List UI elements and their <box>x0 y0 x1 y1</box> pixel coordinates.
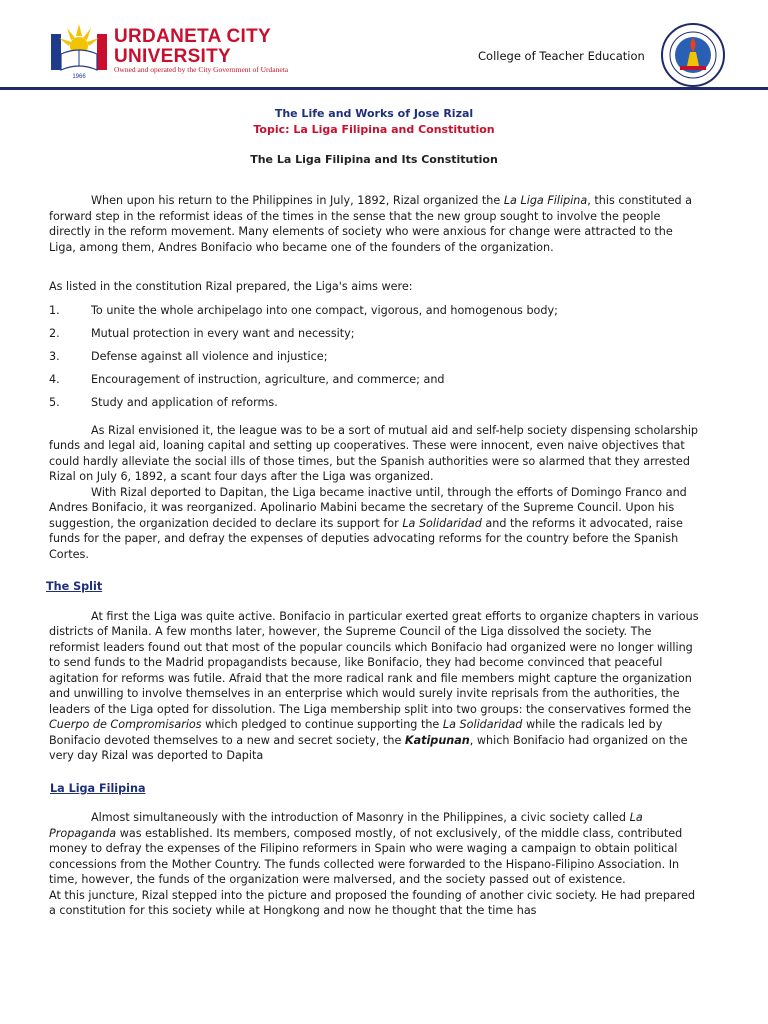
topic-title: Topic: La Liga Filipina and Constitution <box>253 123 495 136</box>
course-title: The Life and Works of Jose Rizal <box>274 107 474 120</box>
document-body <box>46 106 699 919</box>
university-name-line2: UNIVERSITY <box>114 46 232 67</box>
college-name: College of Teacher Education <box>478 49 645 63</box>
university-tagline: Owned and operated by the City Government of Urdaneta <box>114 65 289 74</box>
university-logo-icon <box>47 20 111 80</box>
liga-paragraph: Almost simultaneously with the introduction of Masonry in the Philippines, a civic society called La Propaganda was established. Its members, composed mostly, of not exclusively, of the middle class, contributed money to defray the expenses of the Filipino reformers in Spain who were waging a campaign to obtain political concessions from the Mother Country. The funds collected were forwarded to the Hispano-Filipino Association. In time, however, the funds of the organization were malversed, and the society passed out of existence. <box>49 811 683 887</box>
list-item: 3. Defense against all violence and injustice; <box>49 349 328 363</box>
logo-year: 1966 <box>72 74 86 80</box>
juncture-paragraph: At this juncture, Rizal stepped into the picture and proposed the founding of another civic society. He had prepared a constitution for this society while at Hongkong and now he thought that the time has <box>49 888 696 918</box>
page-header <box>0 0 768 90</box>
section-subtitle: The La Liga Filipina and Its Constitution <box>250 153 498 166</box>
liga-heading: La Liga Filipina <box>50 781 146 795</box>
aims-intro: As listed in the constitution Rizal prepared, the Liga's aims were: <box>49 280 413 293</box>
list-item: 1. To unite the whole archipelago into one compact, vigorous, and homogenous body; <box>49 303 558 317</box>
split-heading: The Split <box>46 580 103 594</box>
intro-paragraph: When upon his return to the Philippines in July, 1892, Rizal organized the La Liga Filipina, this constituted a forward step in the reformist ideas of the times in the sense that the new group sought to involve the people directly in the reform movement. Many elements of society who were anxious for change were attracted to the Liga, among them, Andres Bonifacio who became one of the founders of the organization. <box>49 194 693 254</box>
list-item: 2. Mutual protection in every want and necessity; <box>49 326 355 340</box>
split-paragraph: At first the Liga was quite active. Bonifacio in particular exerted great efforts to organize chapters in various districts of Manila. A few months later, however, the Supreme Council of the Liga dissolved the society. The reformist leaders found out that most of the popular councils which Bonifacio had organized were no longer willing to send funds to the Madrid propagandists because, like Bonifacio, they had become convinced that peaceful agitation for reforms was futile. Afraid that the more radical rank and file members might capture the organization and unwilling to involve themselves in an enterprise which would surely invite reprisals from the authorities, the leaders of the Liga opted for dissolution. The Liga membership split into two groups: the conservatives formed the Cuerpo de Compromisarios which pledged to continue supporting the La Solidaridad while the radicals led by Bonifacio devoted themselves to a new and secret society, the Katipunan, which Bonifacio had organized on the very day Rizal was deported to Dapita <box>49 609 699 763</box>
reorganization-paragraph: With Rizal deported to Dapitan, the Liga became inactive until, through the efforts of Domingo Franco and Andres Bonifacio, it was reorganized. Apolinario Mabini became the secretary of the Supreme Council. Upon his suggestion, the organization decided to declare its support for La Solidaridad and the reforms it advocated, raise funds for the paper, and defray the expenses of deputies advocating reforms for the country before the Spanish Cortes. <box>49 485 687 561</box>
university-name <box>114 27 271 67</box>
list-item: 4. Encouragement of instruction, agriculture, and commerce; and <box>49 373 445 387</box>
header-rule <box>0 87 768 90</box>
university-name-line1: URDANETA CITY <box>114 26 271 47</box>
list-item: 5. Study and application of reforms. <box>49 396 278 410</box>
league-paragraph: As Rizal envisioned it, the league was to be a sort of mutual aid and self-help society dispensing scholarship funds and legal aid, loaning capital and setting up cooperatives. These were innocent, even naive objectives that could hardly alleviate the social ills of those times, but the Spanish authorities were so alarmed that they arrested Rizal on July 6, 1892, a scant four days after the Liga was organized. <box>49 423 699 484</box>
college-seal-icon <box>660 22 726 88</box>
aims-list <box>49 303 699 411</box>
